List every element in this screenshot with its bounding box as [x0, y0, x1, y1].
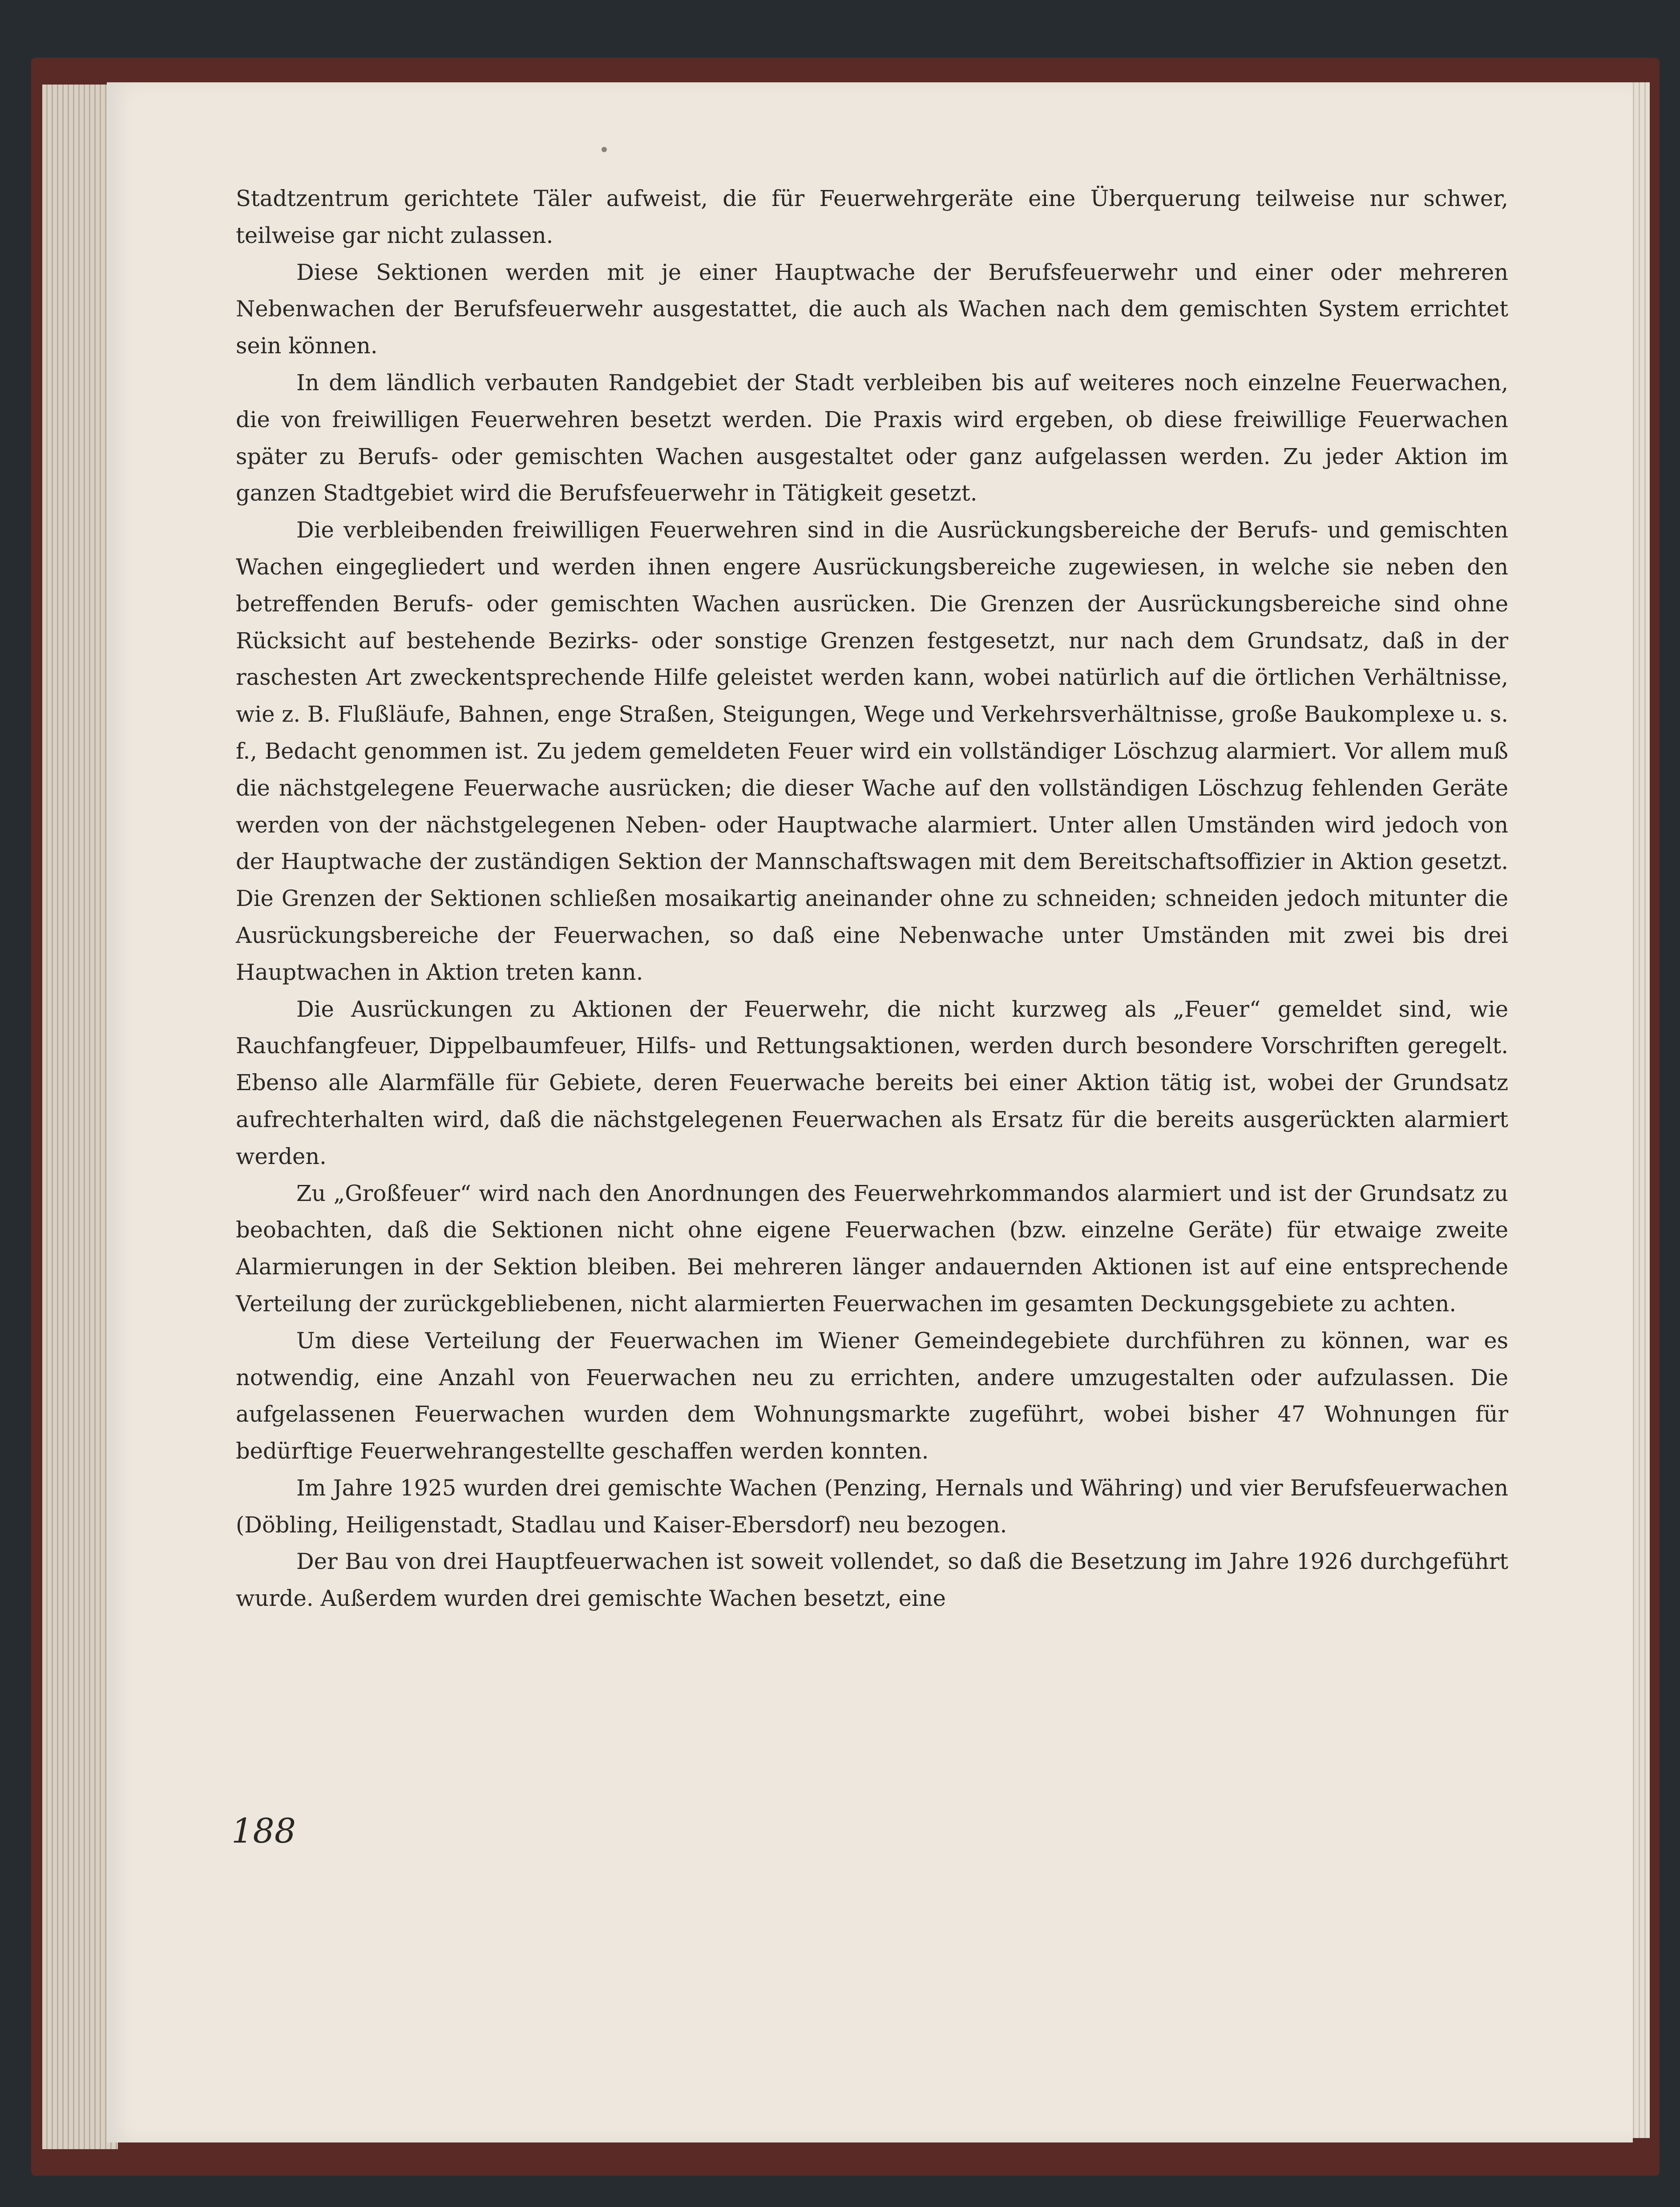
- paragraph: Um diese Verteilung der Feuerwachen im Wiener Gemeindegebiete durchführen zu können, war es notwendig, eine Anzahl von Feuerwachen neu zu errichten, andere umzugestalten oder aufzulassen. Die aufgelassenen Feuerwachen wurden dem Wohnungsmarkte zugeführt, wobei bisher 47 Wohnungen für bedürftige Feuerwehrangestellte geschaffen werden konnten.: [236, 1327, 1508, 1464]
- paragraph: In dem ländlich verbauten Randgebiet der Stadt verbleiben bis auf weiteres noch einzelne Feuerwachen, die von freiwilligen Feuerwehren besetzt werden. Die Praxis wird ergeben, ob diese freiwillige Feuerwachen später zu Berufs- oder gemischten Wachen ausgestaltet oder ganz aufgelassen werden. Zu jeder Aktion im ganzen Stadtgebiet wird die Berufsfeuerwehr in Tätigkeit gesetzt.: [236, 369, 1508, 506]
- print-dot: [602, 147, 607, 152]
- paragraph: Im Jahre 1925 wurden drei gemischte Wachen (Penzing, Hernals und Währing) und vier Berufsfeuerwachen (Döbling, Heiligenstadt, Stadlau und Kaiser-Ebersdorf) neu bezogen.: [236, 1475, 1508, 1538]
- paragraph: Die Ausrückungen zu Aktionen der Feuerwehr, die nicht kurzweg als „Feuer“ gemeldet sind, wie Rauchfangfeuer, Dippelbaumfeuer, Hilfs- und Rettungsaktionen, werden durch besondere Vorschriften geregelt. Ebenso alle Alarmfälle für Gebiete, deren Feuerwache bereits bei einer Aktion tätig ist, wobei der Grundsatz aufrechterhalten wird, daß die nächstgelegenen Feuerwachen als Ersatz für die bereits ausgerückten alarmiert werden.: [236, 996, 1508, 1169]
- page-number: 188: [231, 1811, 296, 1851]
- paragraph: Zu „Großfeuer“ wird nach den Anordnungen des Feuerwehrkommandos alarmiert und ist der Grundsatz zu beobachten, daß die Sektionen nicht ohne eigene Feuerwachen (bzw. einzelne Geräte) für etwaige zweite Alarmierungen in der Sektion bleiben. Bei mehreren länger andauernden Aktionen ist auf eine entsprechende Verteilung der zurückgebliebenen, nicht alarmierten Feuerwachen im gesamten Deckungsgebiete zu achten.: [236, 1180, 1508, 1317]
- paragraph: Die verbleibenden freiwilligen Feuerwehren sind in die Ausrückungsbereiche der Berufs- und gemischten Wachen eingegliedert und werden ihnen engere Ausrückungsbereiche zugewiesen, in welche sie neben den betreffenden Berufs- oder gemischten Wachen ausrücken. Die Grenzen der Ausrückungsbereiche sind ohne Rücksicht auf bestehende Bezirks- oder sonstige Grenzen festgesetzt, nur nach dem Grundsatz, daß in der raschesten Art zweckentsprechende Hilfe geleistet werden kann, wobei natürlich auf die örtlichen Verhältnisse, wie z. B. Flußläufe, Bahnen, enge Straßen, Steigungen, Wege und Verkehrsverhältnisse, große Baukomplexe u. s. f., Bedacht genommen ist. Zu jedem gemeldeten Feuer wird ein vollständiger Löschzug alarmiert. Vor allem muß die nächstgelegene Feuerwache ausrücken; die dieser Wache auf den vollständigen Löschzug fehlenden Geräte werden von der nächstgelegenen Neben- oder Hauptwache alarmiert. Unter allen Umständen wird jedoch von der Hauptwache der zuständigen Sektion der Mannschaftswagen mit dem Bereitschaftsoffizier in Aktion gesetzt. Die Grenzen der Sektionen schließen mosaikartig aneinander ohne zu schneiden; schneiden jedoch mitunter die Ausrückungsbereiche der Feuerwachen, so daß eine Nebenwache unter Umständen mit zwei bis drei Hauptwachen in Aktion treten kann.: [236, 517, 1508, 985]
- paragraph: Diese Sektionen werden mit je einer Hauptwache der Berufsfeuerwehr und einer oder mehreren Nebenwachen der Berufsfeuerwehr ausgestattet, die auch als Wachen nach dem gemischten System errichtet sein können.: [236, 259, 1508, 359]
- paragraph: Der Bau von drei Hauptfeuerwachen ist soweit vollendet, so daß die Besetzung im Jahre 1926 durchgeführt wurde. Außerdem wurden drei gemischte Wachen besetzt, eine: [236, 1548, 1508, 1612]
- body-text: [236, 180, 1508, 1617]
- paragraph: Stadtzentrum gerichtete Täler aufweist, die für Feuerwehrgeräte eine Überquerung teilweise nur schwer, teilweise gar nicht zulassen.: [236, 186, 1508, 248]
